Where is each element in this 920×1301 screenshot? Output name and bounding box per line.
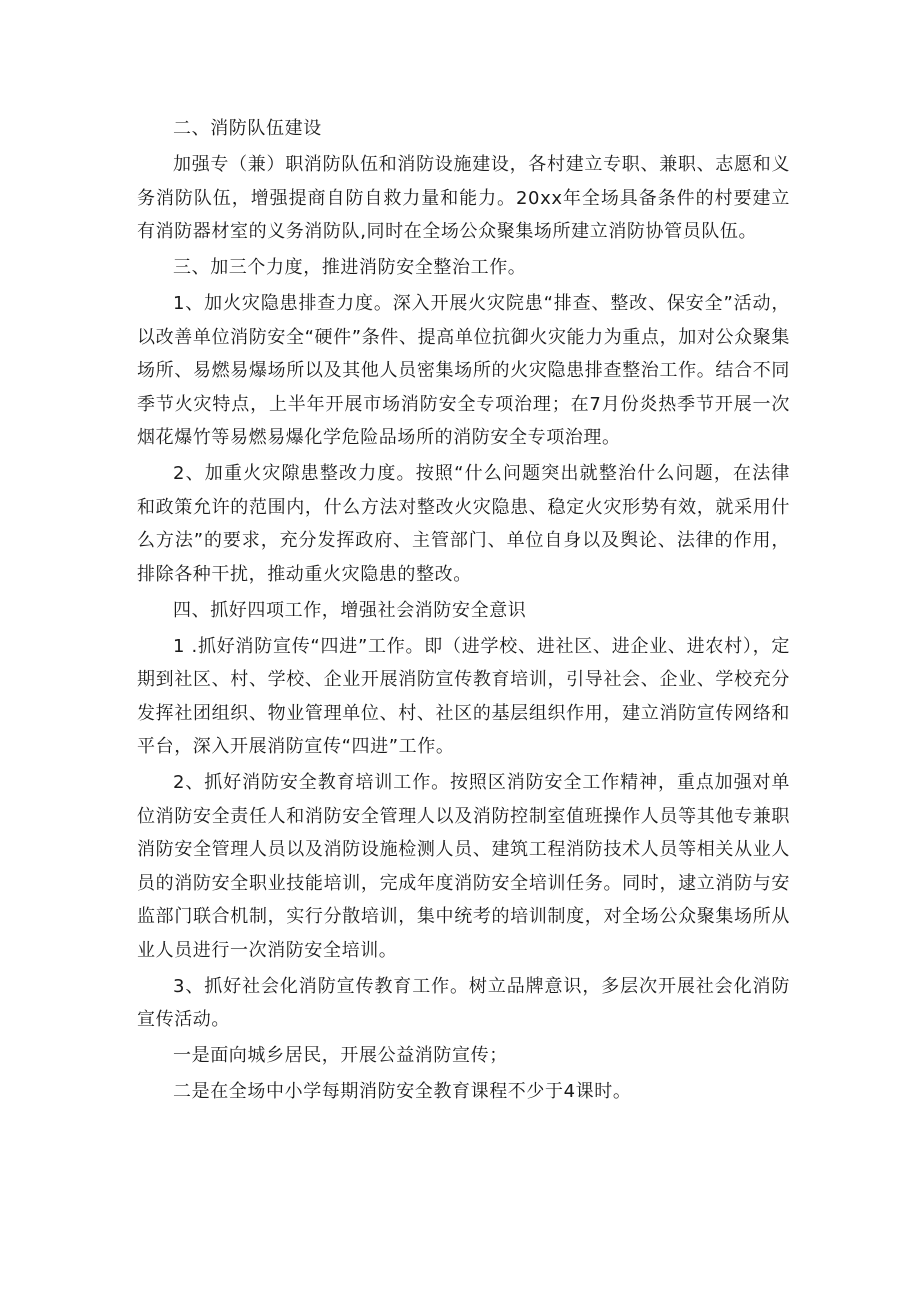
section-heading-2: 二、消防队伍建设	[173, 118, 322, 139]
section-heading-4: 四、抓好四项工作，增强社会消防安全意识	[173, 599, 527, 621]
paragraph-social-publicity: 3、抓好社会化消防宣传教育工作。树立品牌意识，多层次开展社会化消防宣传活动。	[137, 975, 790, 1030]
section-heading-3: 三、加三个力度，推进消防安全整治工作。	[173, 257, 527, 278]
list-item-residents: 一是面向城乡居民，开展公益消防宣传；	[173, 1045, 508, 1066]
list-item-schools: 二是在全场中小学每期消防安全教育课程不少于4课时。	[173, 1081, 632, 1102]
paragraph-training: 2、抓好消防安全教育培训工作。按照区消防安全工作精神，重点加强对单位消防安全责任人和消防安全管理人以及消防控制室值班操作人员等其他专兼职消防安全管理人员以及消防设施检测人员、建筑工程消防技术人员等相关从业人员的消防安全职业技能培训，完成年度消防安全培训任务。同时，逮立消防与安监部门联合机制，实行分散培训，集中统考的培训制度，对全场公众聚集场所从业人员进行一次消防安全培训。	[137, 772, 790, 961]
paragraph-fire-brigade: 加强专（兼）职消防队伍和消防设施建设，各村建立专职、兼职、志愿和义务消防队伍，增强提商自防自救力量和能力。20xx年全场具备条件的村要建立有消防器材室的义务消防队,同时在全场公众聚集场所建立消防协管员队伍。	[137, 154, 790, 242]
paragraph-hazard-rectification: 2、加重火灾隙患整改力度。按照“什么问题突出就整治什么问题，在法律和政策允许的范围内，什么方法对整改火灾隐患、稳定火灾形势有效，就采用什么方法”的要求，充分发挥政府、主管部门、单位自身以及舆论、法律的作用，排除各种干扰，推动重火灾隐患的整改。	[137, 463, 790, 585]
document-body	[137, 112, 790, 1109]
paragraph-four-entries: 1 .抓好消防宣传“四进”工作。即（进学校、进社区、进企业、进农村），定期到社区、村、学校、企业开展消防宣传教育培训，引导社会、企业、学校充分发挥社团组织、物业管理单位、村、社区的基层组织作用，建立消防宣传网络和平台，深入开展消防宣传“四进”工作。	[137, 635, 790, 757]
paragraph-hazard-inspection: 1、加火灾隐患排查力度。深入开展火灾院患“排查、整改、保安全”活动，以改善单位消防安全“硬件”条件、提高单位抗御火灾能力为重点，加对公众聚集场所、易燃易爆场所以及其他人员密集场所的火灾隐患排查整治工作。结合不同季节火灾特点，上半年开展市场消防安全专项治理；在7月份炎热季节开展一次烟花爆竹等易燃易爆化学危险品场所的消防安全专项治理。	[137, 293, 790, 448]
